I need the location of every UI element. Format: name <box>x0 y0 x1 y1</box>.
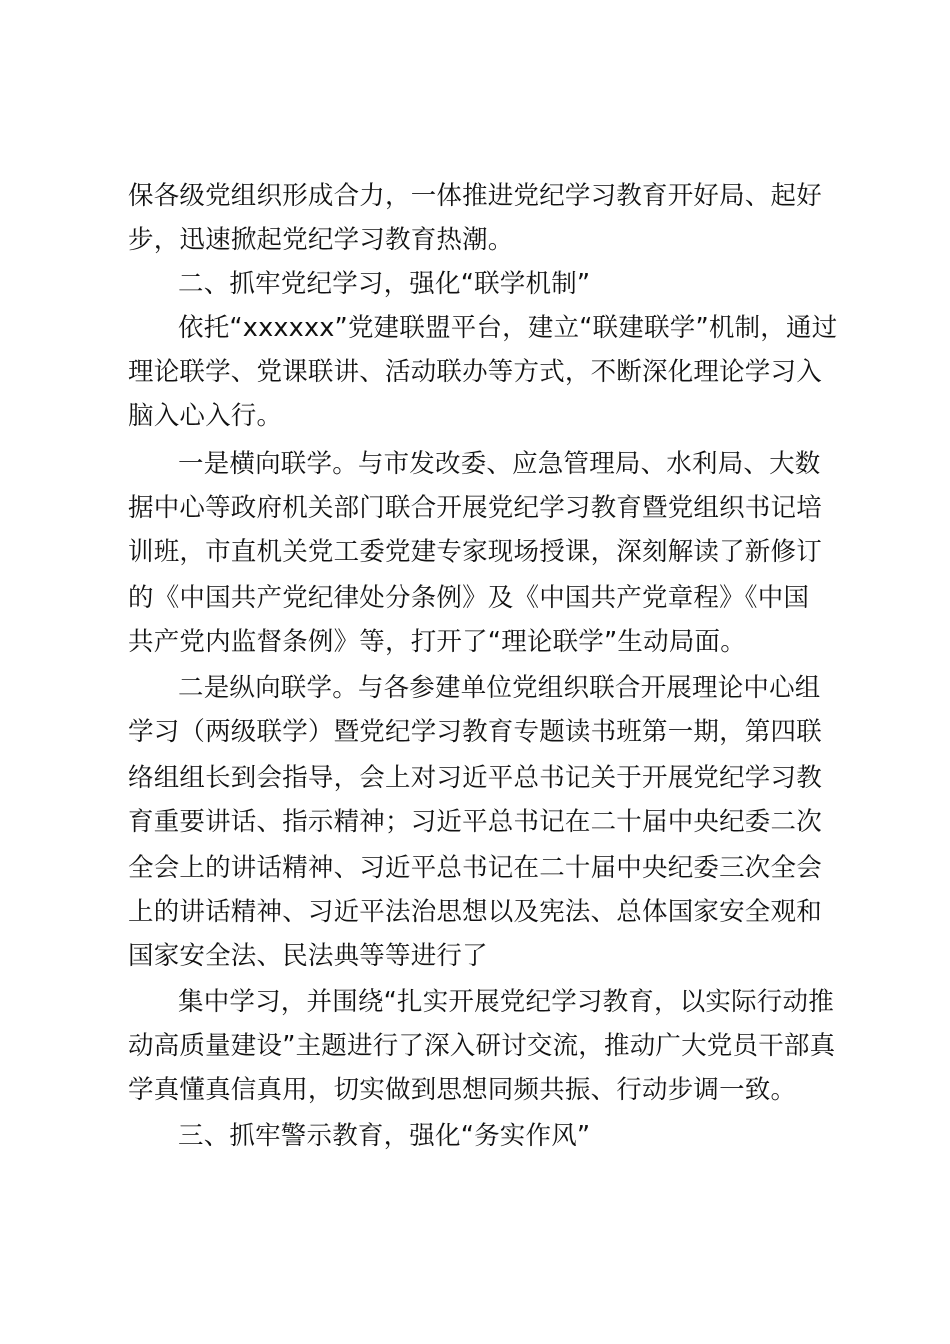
text-line-11: 共产党内监督条例》等，打开了“理论联学”生动局面。 <box>128 627 746 657</box>
section-heading-3: 三、抓牢警示教育，强化“务实作风” <box>178 1121 591 1151</box>
section-heading-2: 二、抓牢党纪学习，强化“联学机制” <box>178 269 591 299</box>
text-line-6: 脑入心入行。 <box>128 401 283 431</box>
text-line-9: 训班，市直机关党工委党建专家现场授课，深刻解读了新修订 <box>128 537 822 567</box>
text-line-13: 学习（两级联学）暨党纪学习教育专题读书班第一期，第四联 <box>128 717 822 747</box>
text-line-8: 据中心等政府机关部门联合开展党纪学习教育暨党组织书记培 <box>128 493 822 523</box>
text-line-21: 学真懂真信真用，切实做到思想同频共振、行动步调一致。 <box>128 1075 797 1105</box>
text-line-5: 理论联学、党课联讲、活动联办等方式，不断深化理论学习入 <box>128 357 822 387</box>
text-line-16: 全会上的讲话精神、习近平总书记在二十届中央纪委三次全会 <box>128 853 822 883</box>
text-line-7: 一是横向联学。与市发改委、应急管理局、水利局、大数 <box>178 449 821 479</box>
text-line-14: 络组组长到会指导，会上对习近平总书记关于开展党纪学习教 <box>128 763 822 793</box>
text-line-2: 步，迅速掀起党纪学习教育热潮。 <box>128 225 514 255</box>
text-line-12: 二是纵向联学。与各参建单位党组织联合开展理论中心组 <box>178 673 821 703</box>
text-line-4: 依托“xxxxxx”党建联盟平台，建立“联建联学”机制，通过 <box>178 313 838 343</box>
text-line-17: 上的讲话精神、习近平法治思想以及宪法、总体国家安全观和 <box>128 897 822 927</box>
text-line-19: 集中学习，并围绕“扎实开展党纪学习教育，以实际行动推 <box>178 987 834 1017</box>
text-line-18: 国家安全法、民法典等等进行了 <box>128 941 488 971</box>
text-line-1: 保各级党组织形成合力，一体推进党纪学习教育开好局、起好 <box>128 181 822 211</box>
text-line-10: 的《中国共产党纪律处分条例》及《中国共产党章程》《中国 <box>128 583 810 613</box>
text-line-15: 育重要讲话、指示精神；习近平总书记在二十届中央纪委二次 <box>128 807 822 837</box>
text-line-20: 动高质量建设”主题进行了深入研讨交流，推动广大党员干部真 <box>128 1031 836 1061</box>
